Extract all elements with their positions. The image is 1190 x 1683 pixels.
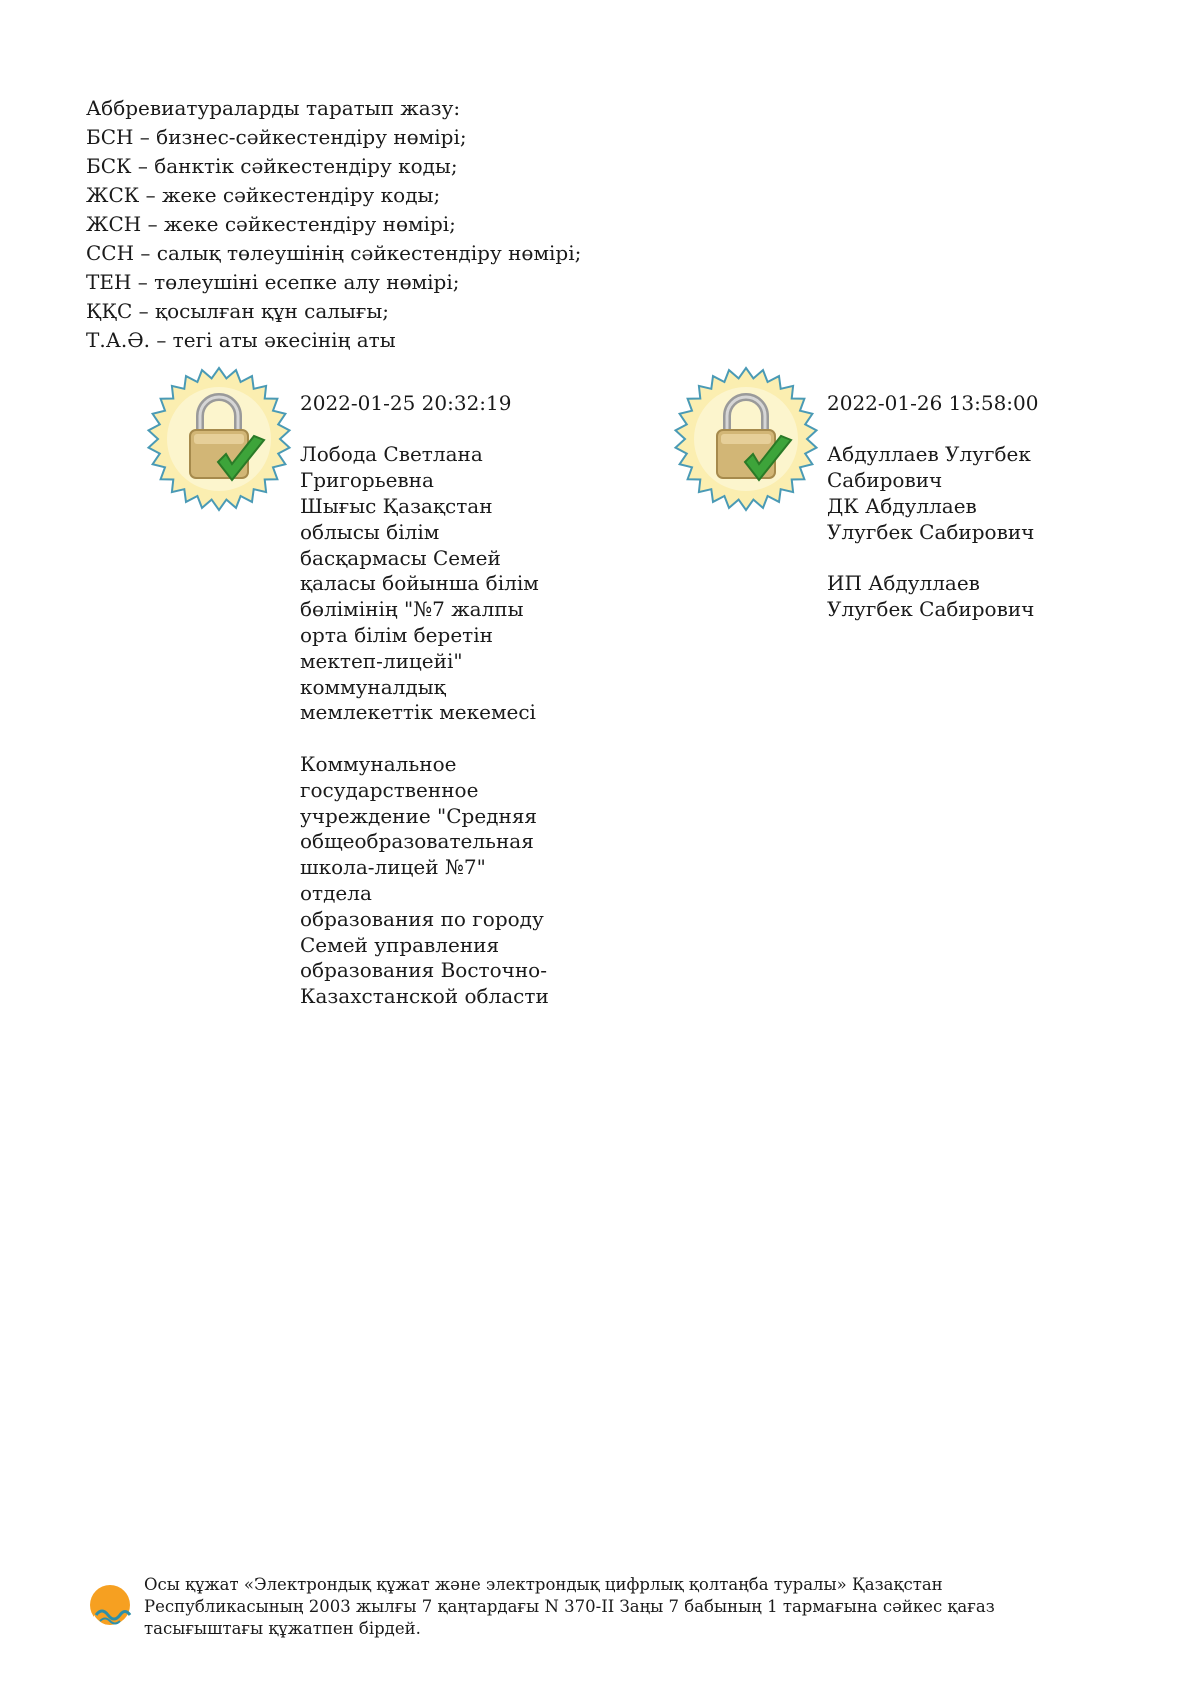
abbreviations-heading: Аббревиатураларды таратып жазу: — [86, 96, 461, 120]
abbreviation-item: ССН – салық төлеушінің сәйкестендіру нөмірі; — [86, 241, 582, 265]
signature-block-1 — [300, 365, 560, 1036]
legal-notice: Осы құжат «Электрондық құжат және электрондық цифрлық қолтаңба туралы» Қазақстан Республикасының 2003 жылғы 7 қаңтардағы N 370-II Заңы 7 бабының 1 тармағына сәйкес қағаз тасығыштағы құжатпен бірдей. — [144, 1575, 995, 1638]
abbreviation-item: ЖСК – жеке сәйкестендіру коды; — [86, 183, 441, 207]
signature-seal-icon — [146, 366, 292, 512]
signature-timestamp: 2022-01-26 13:58:00 — [827, 390, 1039, 415]
signature-details: Абдуллаев Улугбек Сабирович ДК Абдуллаев Улугбек Сабирович ИП Абдуллаев Улугбек Сабирович — [827, 442, 1035, 622]
abbreviation-item: БСН – бизнес-сәйкестендіру нөмірі; — [86, 125, 467, 149]
signature-timestamp: 2022-01-25 20:32:19 — [300, 390, 512, 415]
abbreviation-item: ТЕН – төлеушіні есепке алу нөмірі; — [86, 270, 460, 294]
egov-logo-icon — [88, 1581, 136, 1629]
abbreviation-item: Т.А.Ә. – тегі аты әкесінің аты — [86, 328, 396, 352]
signature-block-2 — [827, 365, 1087, 649]
abbreviation-item: БСК – банктік сәйкестендіру коды; — [86, 154, 458, 178]
abbreviations-block — [86, 94, 581, 355]
signature-details: Лобода Светлана Григорьевна Шығыс Қазақстан облысы білім басқармасы Семей қаласы бойынша білім бөлімінің "№7 жалпы орта білім беретін мектеп-лицейі" коммуналдық мемлекеттік мекемесі Коммунальное государственное учреждение "Средняя общеобразовательная школа-лицей №7" отдела образования по городу Семей управления образования Восточно- Казахстанской области — [300, 442, 549, 1009]
abbreviation-item: ҚҚС – қосылған құн салығы; — [86, 299, 390, 323]
abbreviation-item: ЖСН – жеке сәйкестендіру нөмірі; — [86, 212, 456, 236]
signature-seal-icon — [673, 366, 819, 512]
